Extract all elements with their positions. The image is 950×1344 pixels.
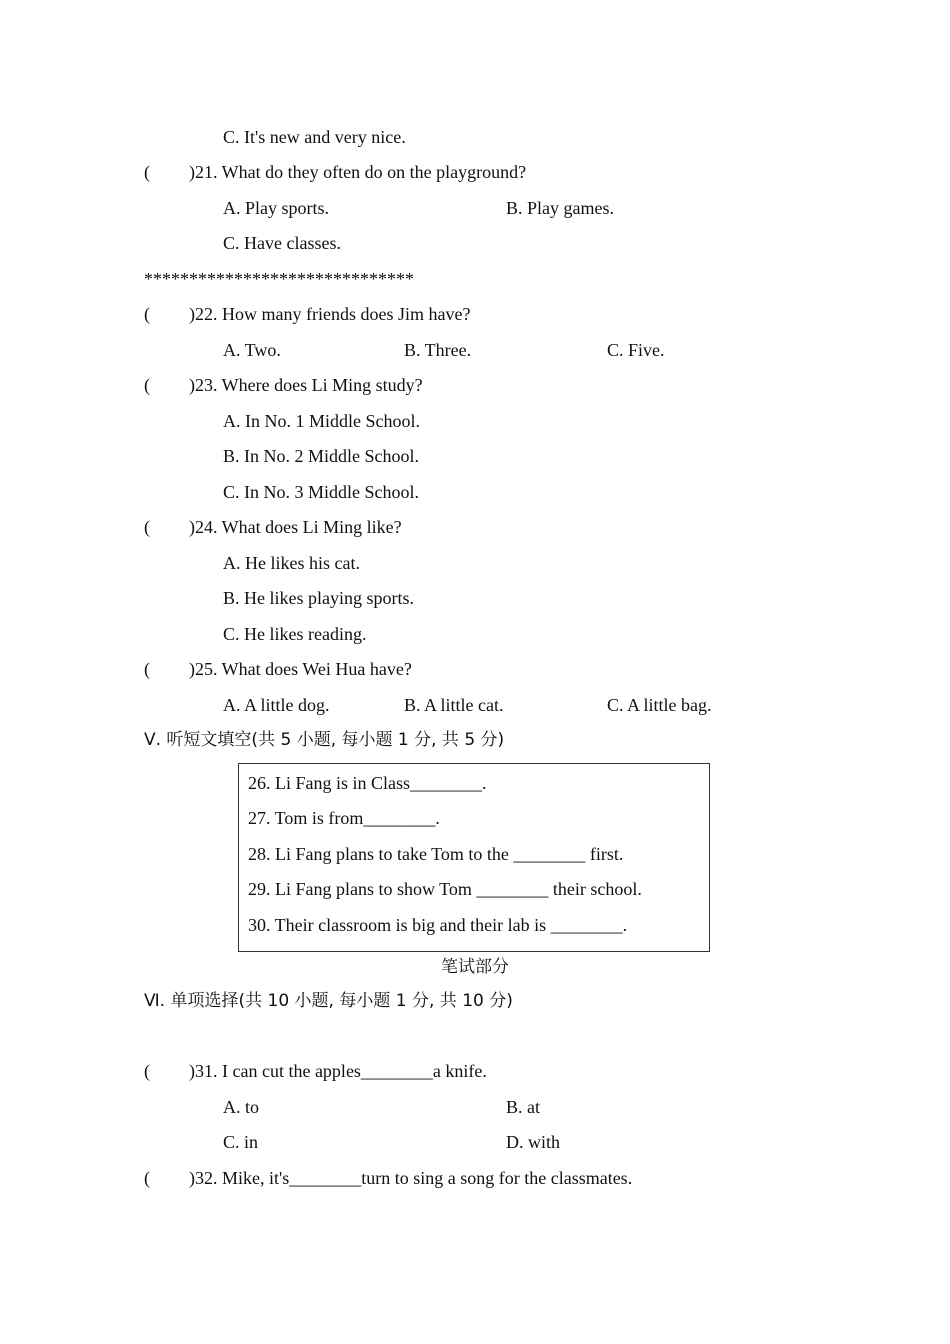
q21-stem: )21. What do they often do on the playground?: [189, 162, 527, 182]
q32-stem: )32. Mike, it's________turn to sing a song for the classmates.: [189, 1168, 633, 1188]
fill-item-28: 28. Li Fang plans to take Tom to the ________ first.: [248, 844, 624, 864]
q24-option-a: A. He likes his cat.: [223, 553, 360, 573]
q25-option-b: B. A little cat.: [404, 695, 504, 715]
q22-answer-paren: (: [144, 304, 150, 324]
q23-stem: )23. Where does Li Ming study?: [189, 375, 423, 395]
q25-option-c: C. A little bag.: [607, 695, 712, 715]
fill-in-box: [238, 763, 710, 952]
q24-answer-paren: (: [144, 517, 150, 537]
q25-option-a: A. A little dog.: [223, 695, 330, 715]
fill-item-27: 27. Tom is from________.: [248, 808, 440, 828]
q31-option-c: C. in: [223, 1132, 259, 1152]
fill-item-26: 26. Li Fang is in Class________.: [248, 773, 487, 793]
q24-stem: )24. What does Li Ming like?: [189, 517, 402, 537]
q23-answer-paren: (: [144, 375, 150, 395]
q21-option-c: C. Have classes.: [223, 233, 341, 253]
q31-option-a: A. to: [223, 1097, 259, 1117]
q22-option-a: A. Two.: [223, 340, 281, 360]
q31-answer-paren: (: [144, 1061, 150, 1081]
written-part-title: 笔试部分: [441, 957, 509, 977]
q23-option-a: A. In No. 1 Middle School.: [223, 411, 420, 431]
section-5-heading: Ⅴ. 听短文填空(共 5 小题, 每小题 1 分, 共 5 分): [144, 730, 505, 750]
q24-option-c: C. He likes reading.: [223, 624, 367, 644]
q32-answer-paren: (: [144, 1168, 150, 1188]
q22-option-c: C. Five.: [607, 340, 665, 360]
separator-asterisks: ******************************: [144, 269, 414, 289]
q24-option-b: B. He likes playing sports.: [223, 588, 414, 608]
q21-answer-paren: (: [144, 162, 150, 182]
q21-option-a: A. Play sports.: [223, 198, 330, 218]
q22-option-b: B. Three.: [404, 340, 472, 360]
q22-stem: )22. How many friends does Jim have?: [189, 304, 471, 324]
fill-item-30: 30. Their classroom is big and their lab is ________.: [248, 915, 628, 935]
q31-option-d: D. with: [506, 1132, 560, 1152]
q20-option-c: C. It's new and very nice.: [223, 127, 406, 147]
q31-stem: )31. I can cut the apples________a knife.: [189, 1061, 487, 1081]
q31-option-b: B. at: [506, 1097, 540, 1117]
q25-stem: )25. What does Wei Hua have?: [189, 659, 412, 679]
q21-option-b: B. Play games.: [506, 198, 614, 218]
section-6-heading: Ⅵ. 单项选择(共 10 小题, 每小题 1 分, 共 10 分): [144, 991, 513, 1011]
q25-answer-paren: (: [144, 659, 150, 679]
q23-option-b: B. In No. 2 Middle School.: [223, 446, 419, 466]
q23-option-c: C. In No. 3 Middle School.: [223, 482, 419, 502]
fill-item-29: 29. Li Fang plans to show Tom ________ their school.: [248, 879, 642, 899]
